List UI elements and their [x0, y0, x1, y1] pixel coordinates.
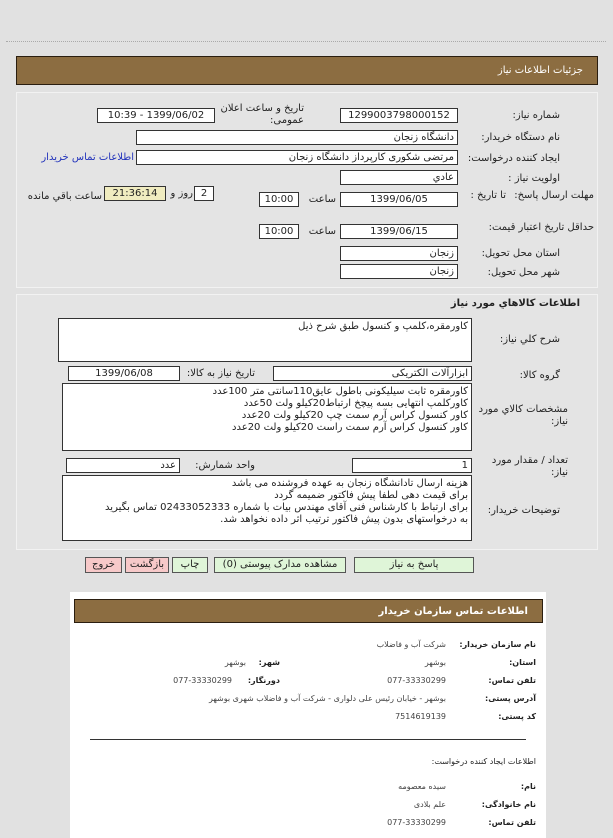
to-date-label: تا تاریخ :: [470, 190, 506, 201]
time-label: ساعت: [308, 226, 336, 237]
family-label: نام خانوادگی:: [481, 800, 536, 809]
org-value: شرکت آب و فاضلاب: [376, 640, 446, 649]
notes-label: توضیحات خریدار:: [487, 505, 560, 516]
unit-field: عدد: [66, 458, 180, 473]
contact-title: اطلاعات تماس سازمان خریدار: [378, 605, 528, 617]
priority-label: اولویت نیاز :: [508, 173, 560, 184]
spec-line: کاور کنسول کراس آرم سمت چپ 20کیلو ولت 20عدد: [241, 410, 468, 421]
address-value: بوشهر - خیابان رئیس علی دلواری - شرکت آب و فاضلاب شهری بوشهر: [208, 694, 446, 703]
divider: [6, 41, 606, 42]
city-value: بوشهر: [224, 658, 246, 667]
group-field: ابزارآلات الکتریکی: [273, 366, 472, 381]
buyer-org-field: دانشگاه زنجان: [136, 130, 458, 145]
announce-label: تاریخ و ساعت اعلان عمومی:: [220, 103, 304, 126]
family-value: علم بلادی: [413, 800, 446, 809]
specs-textarea[interactable]: [62, 383, 472, 451]
qty-field: 1: [352, 458, 472, 473]
print-button[interactable]: چاپ: [172, 557, 208, 573]
unit-label: واحد شمارش:: [195, 460, 255, 471]
deadline-date-field: 1399/06/05: [340, 192, 458, 207]
note-line: برای ارتباط با کارشناس فنی آقای مهندس بیات با شماره 02433052333 تماس بگیرید: [105, 502, 468, 513]
goods-title: اطلاعات کالاهاي مورد نياز: [450, 298, 580, 309]
attachments-button[interactable]: مشاهده مدارک پیوستی (0): [214, 557, 346, 573]
city-field: زنجان: [340, 264, 458, 279]
page-header: [16, 56, 598, 85]
desc-label: شرح کلي نياز:: [499, 334, 560, 345]
deadline-time-field: 10:00: [259, 192, 299, 207]
need-number-label: شماره نیاز:: [512, 110, 560, 121]
fax-value: 077-33330299: [173, 676, 232, 685]
validity-time-field: 10:00: [259, 224, 299, 239]
city-label: شهر محل تحویل:: [487, 267, 560, 278]
need-date-field: 1399/06/08: [68, 366, 180, 381]
org-label: نام سازمان خریدار:: [459, 640, 536, 649]
announce-field: 1399/06/02 - 10:39: [97, 108, 215, 123]
contact-header: [74, 599, 543, 623]
address-label: آدرس پستی:: [485, 694, 536, 703]
creator-phone-value: 077-33330299: [387, 818, 446, 827]
creator-field: مرتضی شکوری کارپرداز دانشگاه زنجان: [136, 150, 458, 165]
reply-button[interactable]: پاسخ به نیاز: [354, 557, 474, 573]
desc-textarea[interactable]: [58, 318, 472, 362]
creator-label: ایجاد کننده درخواست:: [467, 153, 560, 164]
province-label: استان محل تحویل:: [481, 248, 560, 259]
note-line: هزینه ارسال تادانشگاه زنجان به عهده فروشنده می باشد: [231, 478, 468, 489]
exit-button[interactable]: خروج: [85, 557, 122, 573]
name-label: نام:: [520, 782, 536, 791]
note-line: به درخواستهای بدون پیش فاکتور ترتیب اثر داده نخواهد شد.: [220, 514, 468, 525]
need-date-label: تاریخ نیاز به کالا:: [186, 368, 255, 379]
province-value: بوشهر: [424, 658, 446, 667]
deadline-label: مهلت ارسال پاسخ:: [514, 190, 594, 201]
time-label: ساعت: [308, 194, 336, 205]
desc-text: کاورمقره،کلمپ و کنسول طبق شرح ذیل: [298, 321, 468, 332]
notes-textarea[interactable]: [62, 475, 472, 541]
validity-date-field: 1399/06/15: [340, 224, 458, 239]
phone-value: 077-33330299: [387, 676, 446, 685]
remaining-time-field: 21:36:14: [104, 186, 166, 201]
creator-phone-label: تلفن تماس:: [488, 818, 536, 827]
postal-label: کد پستی:: [498, 712, 536, 721]
province-label: استان:: [509, 658, 536, 667]
back-button[interactable]: بازگشت: [125, 557, 169, 573]
priority-field: عادي: [340, 170, 458, 185]
name-value: سیده معصومه: [398, 782, 446, 791]
phone-label: تلفن تماس:: [488, 676, 536, 685]
note-line: برای قیمت دهی لطفا پیش فاکتور ضمیمه گردد: [274, 490, 468, 501]
divider: [90, 739, 526, 740]
group-label: گروه کالا:: [519, 370, 560, 381]
buyer-org-label: نام دستگاه خریدار:: [481, 132, 560, 143]
need-number-field: 1299003798000152: [340, 108, 458, 123]
province-field: زنجان: [340, 246, 458, 261]
city-label: شهر:: [258, 658, 280, 667]
remaining-label: ساعت باقي مانده: [27, 191, 102, 202]
spec-line: کاورکلمپ انتهایی بسه پیچخ ارتباط20کیلو ولت 50عدد: [243, 398, 468, 409]
spec-line: کاورمقره ثابت سیلیکونی باطول عایق110سانتی متر 100عدد: [212, 386, 468, 397]
page-title: جزئیات اطلاعات نیاز: [497, 65, 583, 76]
validity-label: حداقل تاریخ اعتبار قیمت:: [488, 222, 594, 233]
fax-label: دورنگار:: [247, 676, 280, 685]
days-label: روز و: [170, 188, 193, 199]
spec-line: کاور کنسول کراس آرم سمت راست 20کیلو ولت 20عدد: [232, 422, 468, 433]
specs-label: مشخصات کالاي مورد نياز:: [478, 404, 568, 427]
days-field: 2: [194, 186, 214, 201]
creator-section-title: اطلاعات ایجاد کننده درخواست:: [431, 757, 536, 766]
postal-value: 7514619139: [395, 712, 446, 721]
buyer-contact-link[interactable]: اطلاعات تماس خریدار: [41, 152, 134, 163]
qty-label: تعداد / مقدار مورد نیاز:: [491, 455, 568, 478]
